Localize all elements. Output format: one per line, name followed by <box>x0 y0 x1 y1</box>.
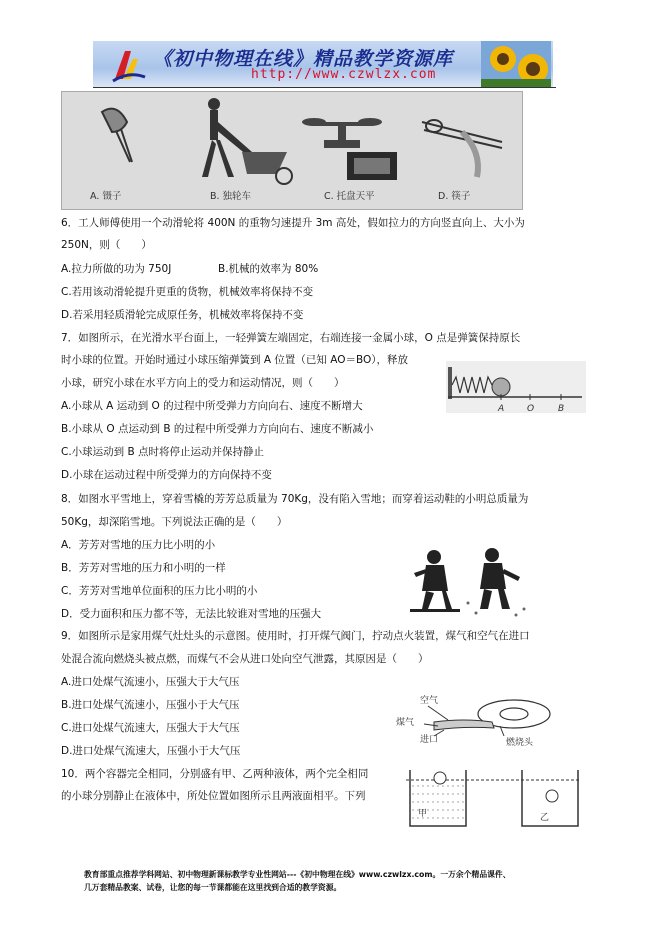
q7-stem-line2: 时小球的位置。开始时通过小球压缩弹簧到 A 位置（已知 AO＝BO），释放 <box>61 354 408 366</box>
q9-option-a: A.进口处煤气流速小，压强大于大气压 <box>61 676 240 688</box>
q6-stem-line2: 250N，则（ ） <box>61 239 152 251</box>
q8-option-c: C．芳芳对雪地单位面积的压力比小明的小 <box>61 585 258 597</box>
banner-title: 《初中物理在线》精品教学资源库 <box>153 48 454 70</box>
footer-line-2: 几万套精品教案、试卷，让您的每一节课都能在这里找到合适的教学资源。 <box>84 883 342 892</box>
container-label-jia: 甲 <box>418 809 428 819</box>
q7-option-d: D.小球在运动过程中所受弹力的方向保持不变 <box>61 469 272 481</box>
q9-stem-line1: 9．如图所示是家用煤气灶灶头的示意图。使用时，打开煤气阀门，拧动点火装置，煤气和空气在进口 <box>61 630 530 642</box>
footer-line-1: 教育部重点推荐学科网站、初中物理新课标教学专业性网站---《初中物理在线》www.czwlzx.com。一万余个精品课件、 <box>84 870 511 879</box>
q6-option-a: A.拉力所做的功为 750J <box>61 263 172 275</box>
caption-tweezers: A. 镊子 <box>90 191 122 202</box>
q7-stem-line1: 7．如图所示，在光滑水平台面上，一轻弹簧左端固定，右端连接一金属小球，O 点是弹簧保持原长 <box>61 332 521 344</box>
stove-label-air: 空气 <box>420 696 439 706</box>
site-logo-icon <box>111 45 147 83</box>
spring-figure <box>446 361 586 413</box>
q7-option-c: C.小球运动到 B 点时将停止运动并保持静止 <box>61 446 265 458</box>
q9-stem-line2: 处混合流向燃烧头被点燃，而煤气不会从进口处向空气泄露，其原因是（ ） <box>61 653 429 665</box>
caption-balance: C. 托盘天平 <box>324 191 375 202</box>
q6-stem-line1: 6．工人师傅使用一个动滑轮将 400N 的重物匀速提升 3m 高处，假如拉力的方向竖直向上、大小为 <box>61 217 525 229</box>
caption-chopsticks: D. 筷子 <box>438 191 471 202</box>
snow-figure <box>406 543 534 619</box>
q7-option-a: A.小球从 A 运动到 O 的过程中所受弹力方向向右、速度不断增大 <box>61 400 363 412</box>
spring-label-o: O <box>527 404 535 413</box>
q9-option-b: B.进口处煤气流速小，压强小于大气压 <box>61 699 240 711</box>
q10-stem-line1: 10．两个容器完全相同，分别盛有甲、乙两种液体，两个完全相同 <box>61 768 369 780</box>
q7-option-b: B.小球从 O 点运动到 B 的过程中所受弹力方向向右、速度不断减小 <box>61 423 374 435</box>
stove-label-gas: 煤气 <box>396 718 415 728</box>
q8-option-a: A．芳芳对雪地的压力比小明的小 <box>61 539 216 551</box>
header-divider <box>93 87 556 88</box>
q10-stem-line2: 的小球分别静止在液体中，所处位置如图所示且两液面相平。下列 <box>61 790 366 802</box>
q7-stem-line3: 小球，研究小球在水平方向上的受力和运动情况，则（ ） <box>61 377 345 389</box>
q8-option-d: D．受力面积和压力都不等，无法比较谁对雪地的压强大 <box>61 608 322 620</box>
q9-option-c: C.进口处煤气流速大，压强大于大气压 <box>61 722 240 734</box>
q8-stem-line1: 8．如图水平雪地上，穿着雪橇的芳芳总质量为 70Kg，没有陷入雪地；而穿着运动鞋的小明总质量为 <box>61 493 529 505</box>
q6-option-b: B.机械的效率为 80% <box>218 263 319 275</box>
q8-stem-line2: 50Kg，却深陷雪地。下列说法正确的是（ ） <box>61 516 288 528</box>
q9-option-d: D.进口处煤气流速大，压强小于大气压 <box>61 745 241 757</box>
q6-option-d: D.若采用轻质滑轮完成原任务，机械效率将保持不变 <box>61 309 304 321</box>
stove-figure <box>394 692 566 748</box>
containers-figure <box>404 766 582 830</box>
sunflower-icon <box>481 41 551 87</box>
banner-url[interactable]: http://www.czwlzx.com <box>251 67 437 82</box>
spring-label-b: B <box>558 404 565 413</box>
stove-label-inlet: 进口 <box>420 735 439 745</box>
caption-wheelbarrow: B. 独轮车 <box>210 191 252 202</box>
q8-option-b: B．芳芳对雪地的压力和小明的一样 <box>61 562 226 574</box>
stove-label-burner: 燃烧头 <box>506 738 534 748</box>
container-label-yi: 乙 <box>540 813 550 823</box>
tools-figure <box>61 91 523 210</box>
header-banner <box>93 41 553 87</box>
page-footer <box>84 868 624 894</box>
spring-label-a: A <box>498 404 505 413</box>
q6-option-c: C.若用该动滑轮提升更重的货物，机械效率将保持不变 <box>61 286 314 298</box>
